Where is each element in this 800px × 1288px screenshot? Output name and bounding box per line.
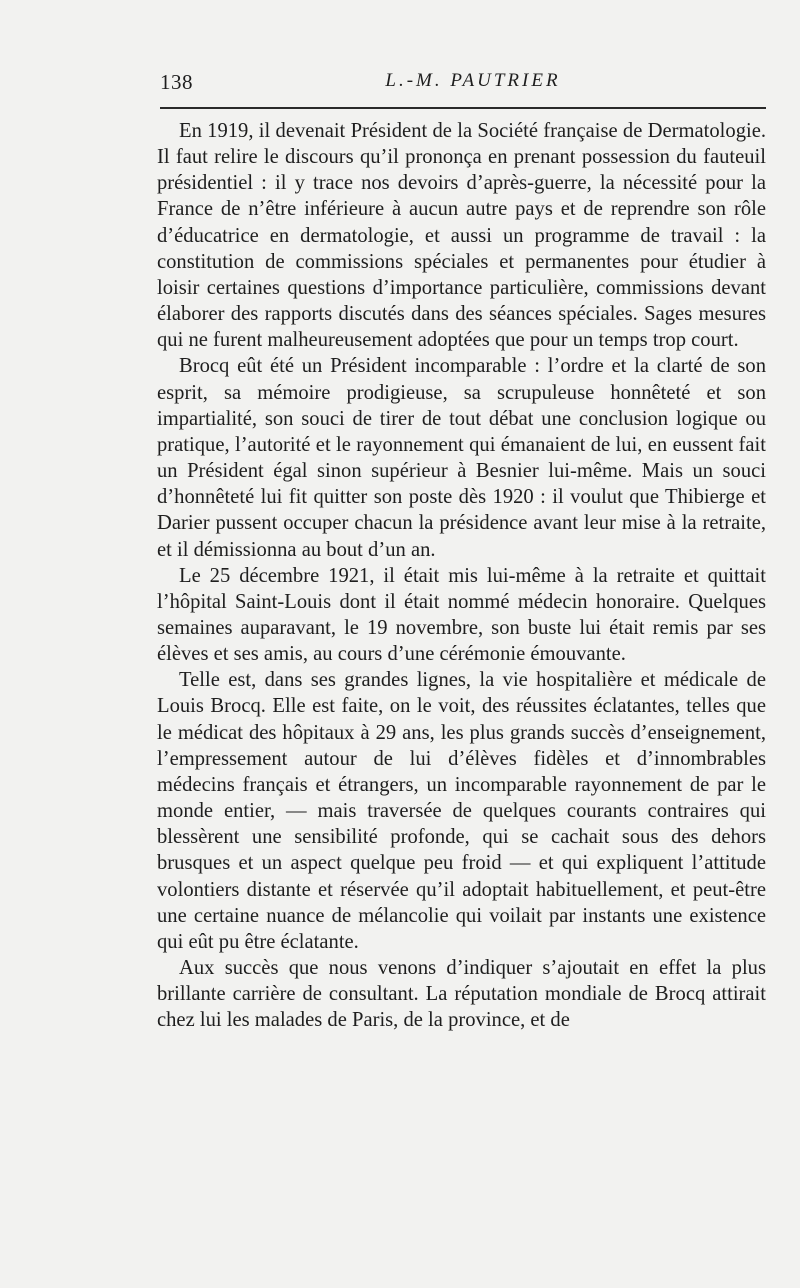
paragraph: Aux succès que nous venons d’indiquer s’ajoutait en effet la plus brillante carrière de consultant. La réputation mondiale de Brocq attirait chez lui les malades de Paris, de la province, et de (157, 957, 766, 1032)
page-number: 138 (160, 70, 193, 94)
paragraph: En 1919, il devenait Président de la Société française de Dermatologie. Il faut relire le discours qu’il prononça en prenant possession du fauteuil présidentiel : il y trace nos devoirs d’après-guerre, la nécessité pour la France de n’être inférieure à aucun autre pays et de reprendre son rôle d’éducatrice en dermatologie, et aussi un programme de travail : la constitution de commissions spéciales et permanentes pour étudier à loisir certaines questions d’importance particulière, commissions devant élaborer des rapports discutés dans des séances spéciales. Sages mesures qui ne furent malheureusement adoptées que pour un temps trop court. (157, 120, 766, 352)
page-header (160, 70, 766, 104)
paragraph: Le 25 décembre 1921, il était mis lui-même à la retraite et quittait l’hôpital Saint-Louis dont il était nommé médecin honoraire. Quelques semaines auparavant, le 19 novembre, son buste lui était remis par ses élèves et ses amis, au cours d’une cérémonie émouvante. (157, 564, 766, 666)
running-title: L.-M. PAUTRIER (385, 70, 561, 91)
header-rule (160, 107, 766, 109)
body-text (157, 118, 766, 1033)
paragraph: Telle est, dans ses grandes lignes, la vie hospitalière et médicale de Louis Brocq. Elle est faite, on le voit, des réussites éclatantes, telles que le médicat des hôpitaux à 29 ans, les plus grands succès d’enseignement, l’empressement autour de lui d’élèves fidèles et d’innombrables médecins français et étrangers, un incomparable rayonnement de par le monde entier, — mais traversée de quelques courants contraires qui blessèrent une sensibilité profonde, qui se cachait sous des dehors brusques et un aspect quelque peu froid — et qui expliquent l’attitude volontiers distante et réservée qu’il adoptait habituellement, et peut-être une certaine nuance de mélancolie qui voilait par instants une existence qui eût pu être éclatante. (157, 669, 766, 953)
paragraph: Brocq eût été un Président incomparable : l’ordre et la clarté de son esprit, sa mémoire prodigieuse, sa scrupuleuse honnêteté et son impartialité, son souci de tirer de tout débat une conclusion logique ou pratique, l’autorité et le rayonnement qui émanaient de lui, en eussent fait un Président égal sinon supérieur à Besnier lui-même. Mais un souci d’honnêteté lui fit quitter son poste dès 1920 : il voulut que Thibierge et Darier pussent occuper chacun la présidence avant leur mise à la retraite, et il démissionna au bout d’un an. (157, 355, 766, 561)
